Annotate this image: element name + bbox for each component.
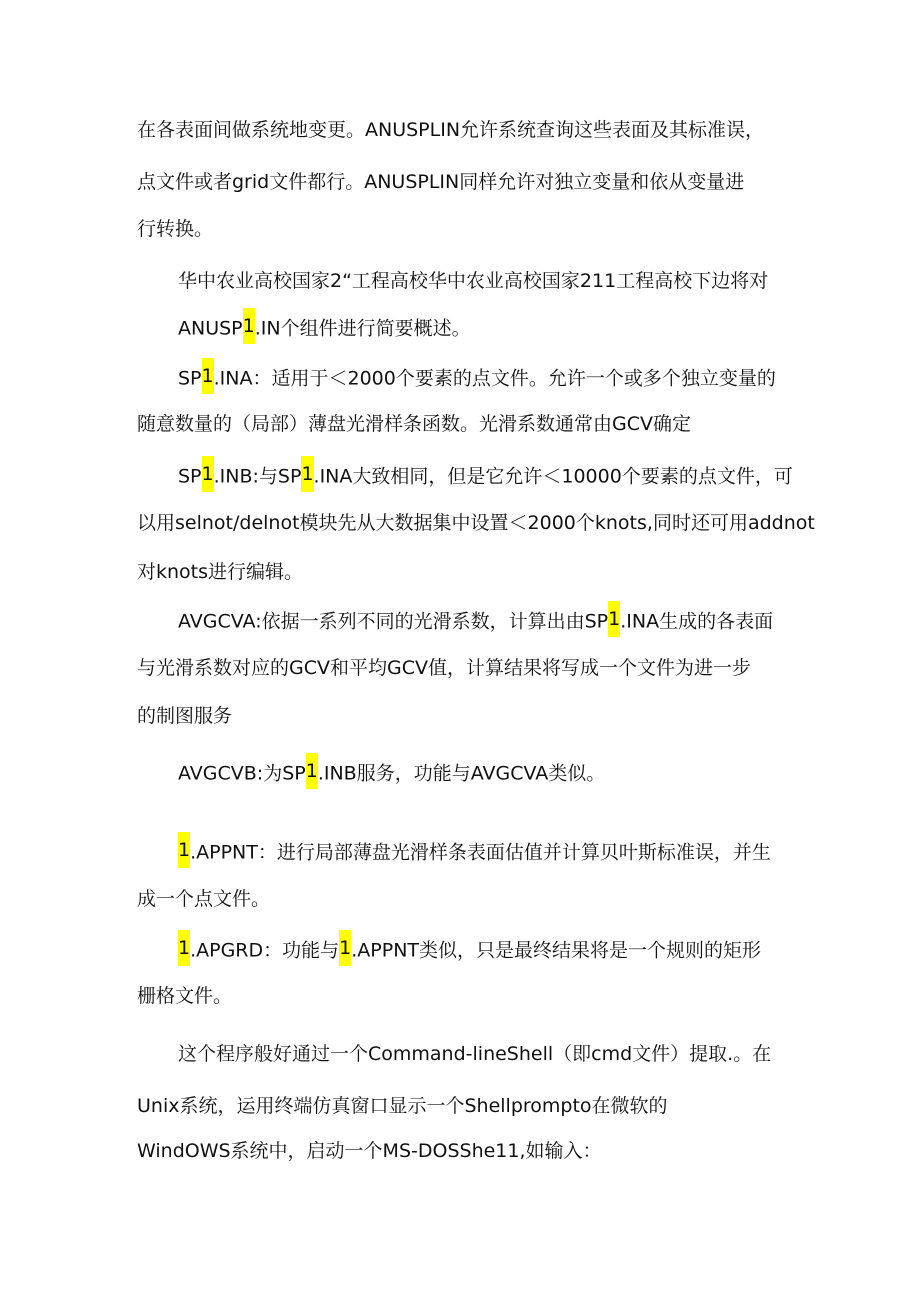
- text-segment: 在各表面间做系统地变更。ANUSPLIN允许系统查询这些表面及其标准误，: [137, 119, 765, 141]
- text-segment: 点文件或者grid文件都行。ANUSPLIN同样允许对独立变量和依从变量进: [137, 171, 745, 193]
- text-segment: 这个程序般好通过一个Command-lineShell（即cmd文件）提取.。在: [178, 1043, 772, 1065]
- text-segment: 随意数量的（局部）薄盘光滑样条函数。光滑系数通常由GCV确定: [137, 413, 691, 435]
- text-line: [137, 560, 303, 584]
- text-segment: .INA：适用于＜2000个要素的点文件。允许一个或多个独立变量的: [213, 367, 776, 390]
- highlighted-text: 1: [202, 358, 214, 394]
- text-segment: SP: [178, 367, 202, 390]
- text-line: [137, 704, 232, 728]
- text-segment: 与光滑系数对应的GCV和平均GCV值，计算结果将写成一个文件为进一步: [137, 657, 751, 679]
- text-line: [178, 1042, 771, 1066]
- highlighted-text: 1: [301, 456, 313, 492]
- text-line: [178, 462, 793, 492]
- text-line: [137, 118, 764, 142]
- text-line: [137, 217, 213, 241]
- highlighted-text: 1: [339, 930, 351, 966]
- text-segment: 行转换。: [137, 218, 214, 240]
- text-segment: 对knots进行编辑。: [137, 561, 304, 583]
- text-segment: .APGRD：功能与: [190, 939, 340, 962]
- text-line: [178, 759, 605, 789]
- text-segment: AVGCVA:依据一系列不同的光滑系数，计算出由SP: [178, 610, 609, 633]
- highlighted-text: 1: [178, 930, 190, 966]
- text-segment: 栅格文件。: [137, 985, 233, 1007]
- text-line: [178, 607, 773, 637]
- highlighted-text: 1: [202, 456, 214, 492]
- highlighted-text: 1: [243, 308, 255, 344]
- text-line: [178, 314, 471, 344]
- text-segment: 的制图服务: [137, 705, 233, 727]
- text-line: [137, 170, 744, 194]
- text-line: [137, 887, 270, 911]
- text-line: [137, 412, 691, 436]
- text-segment: 以用selnot/delnot模块先从大数据集中设置＜2000个knots,同时还可用addnot: [137, 512, 815, 534]
- highlighted-text: 1: [306, 753, 318, 789]
- text-segment: .APPNT类似，只是最终结果将是一个规则的矩形: [351, 939, 762, 962]
- text-segment: 华中农业高校国家2“工程高校华中农业高校国家211工程高校下边将对: [178, 270, 769, 292]
- text-segment: ANUSP: [178, 317, 243, 340]
- text-segment: .INB服务，功能与AVGCVA类似。: [317, 762, 606, 785]
- text-segment: AVGCVB:为SP: [178, 762, 306, 785]
- text-line: [137, 511, 815, 535]
- text-segment: .INA大致相同，但是它允许＜10000个要素的点文件，可: [313, 465, 793, 488]
- text-segment: Unix系统，运用终端仿真窗口显示一个Shellprompto在微软的: [137, 1095, 668, 1117]
- highlighted-text: 1: [608, 601, 620, 637]
- text-segment: .INA生成的各表面: [620, 610, 774, 633]
- text-segment: .IN个组件进行简要概述。: [254, 317, 471, 340]
- text-segment: .INB:与SP: [213, 465, 302, 488]
- text-segment: SP: [178, 465, 202, 488]
- text-line: [137, 1139, 602, 1163]
- text-segment: WindOWS系统中，启动一个MS-DOSShe11,如输入：: [137, 1140, 602, 1162]
- text-line: [178, 936, 761, 966]
- text-line: [178, 269, 768, 293]
- text-segment: .APPNT：进行局部薄盘光滑样条表面估值并计算贝叶斯标准误，并生: [190, 841, 771, 864]
- text-line: [178, 838, 771, 868]
- text-line: [137, 656, 751, 680]
- text-line: [137, 984, 232, 1008]
- highlighted-text: 1: [178, 832, 190, 868]
- text-line: [178, 364, 776, 394]
- text-line: [137, 1094, 668, 1118]
- text-segment: 成一个点文件。: [137, 888, 271, 910]
